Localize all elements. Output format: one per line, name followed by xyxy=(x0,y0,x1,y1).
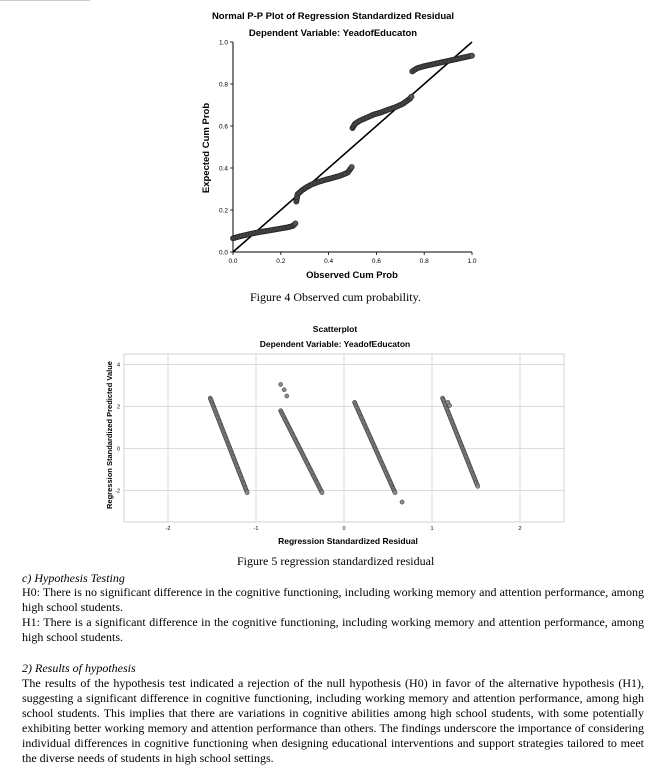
pp-subtitle: Dependent Variable: YeadofEducaton xyxy=(248,28,418,39)
scatter-x-tick-label: -1 xyxy=(253,526,259,532)
scatter-y-tick-label: 0 xyxy=(116,446,120,453)
scatter-subtitle: Dependent Variable: YeadofEducaton xyxy=(259,339,411,349)
scatter-x-tick-label: 2 xyxy=(518,526,522,532)
pp-y-tick-label: 0.8 xyxy=(218,81,228,89)
scatter-point xyxy=(279,382,283,386)
pp-ylabel: Expected Cum Prob xyxy=(201,102,212,194)
pp-x-tick-label: 0.0 xyxy=(228,258,238,265)
h0-paragraph: H0: There is no significant difference in the cognitive functioning, including working memory and attention performance, among high school students. xyxy=(22,585,644,614)
pp-x-tick-label: 0.8 xyxy=(419,258,429,265)
pp-y-tick-label: 0.0 xyxy=(218,249,228,257)
scatter-point xyxy=(282,388,286,392)
hypothesis-testing-heading: c) Hypothesis Testing xyxy=(22,571,125,585)
pp-point xyxy=(293,221,298,226)
scatter-point xyxy=(320,491,324,495)
scatter-point xyxy=(400,500,404,504)
scatter-x-tick-label: -2 xyxy=(165,526,171,532)
scatter-y-tick-label: -2 xyxy=(115,488,120,495)
scatter-x-tick-label: 1 xyxy=(430,526,434,532)
pp-point xyxy=(349,164,354,169)
pp-x-tick-label: 0.6 xyxy=(371,258,381,265)
pp-x-tick-label: 1.0 xyxy=(467,258,477,265)
scatter-point xyxy=(285,394,289,398)
pp-point xyxy=(469,53,474,58)
scatter-xlabel: Regression Standardized Residual xyxy=(278,536,418,546)
pp-point xyxy=(409,94,414,99)
pp-xlabel: Observed Cum Prob xyxy=(306,270,398,281)
scatter-ylabel: Regression Standardized Predicted Value xyxy=(105,361,114,509)
pp-plot xyxy=(195,8,480,283)
figure-5-caption: Figure 5 regression standardized residual xyxy=(237,554,435,568)
scatter-point xyxy=(393,491,397,495)
scatter-point xyxy=(245,491,249,495)
top-rule xyxy=(0,0,90,1)
scatter-point xyxy=(476,484,480,488)
pp-y-tick-label: 0.4 xyxy=(218,165,228,173)
scatter-axes xyxy=(115,354,564,532)
scatter-y-tick-label: 2 xyxy=(116,404,120,411)
pp-y-tick-label: 1.0 xyxy=(218,39,228,47)
results-heading: 2) Results of hypothesis xyxy=(22,661,136,675)
scatter-title: Scatterplot xyxy=(312,324,358,334)
pp-y-tick-label: 0.6 xyxy=(218,123,228,131)
figure-4-caption: Figure 4 Observed cum probability. xyxy=(250,290,421,304)
h1-paragraph: H1: There is a significant difference in the cognitive functioning, including working memory and attention performance, among high school students. xyxy=(22,615,644,644)
pp-data-points xyxy=(230,42,474,252)
pp-reference-line xyxy=(233,42,472,252)
results-paragraph: The results of the hypothesis test indicated a rejection of the null hypothesis (H0) in favor of the alternative hypothesis (H1), suggesting a significant difference in cognitive functioning, including working memory and attention performance, among high school students. This implies that there are variations in cognitive abilities among high school students, with some potentially exhibiting better working memory and attention performance than others. The findings underscore the importance of considering individual differences in cognitive functioning when designing educational interventions and support strategies tailored to meet the diverse needs of students in high school settings. xyxy=(22,676,644,765)
scatterplot xyxy=(102,322,572,550)
pp-x-tick-label: 0.4 xyxy=(324,258,334,265)
pp-y-tick-label: 0.2 xyxy=(218,207,228,215)
scatter-y-tick-label: 4 xyxy=(116,362,120,369)
pp-title: Normal P-P Plot of Regression Standardized Residual xyxy=(211,11,455,22)
scatter-x-tick-label: 0 xyxy=(342,526,346,532)
scatter-point xyxy=(448,403,452,407)
pp-x-tick-label: 0.2 xyxy=(276,258,286,265)
